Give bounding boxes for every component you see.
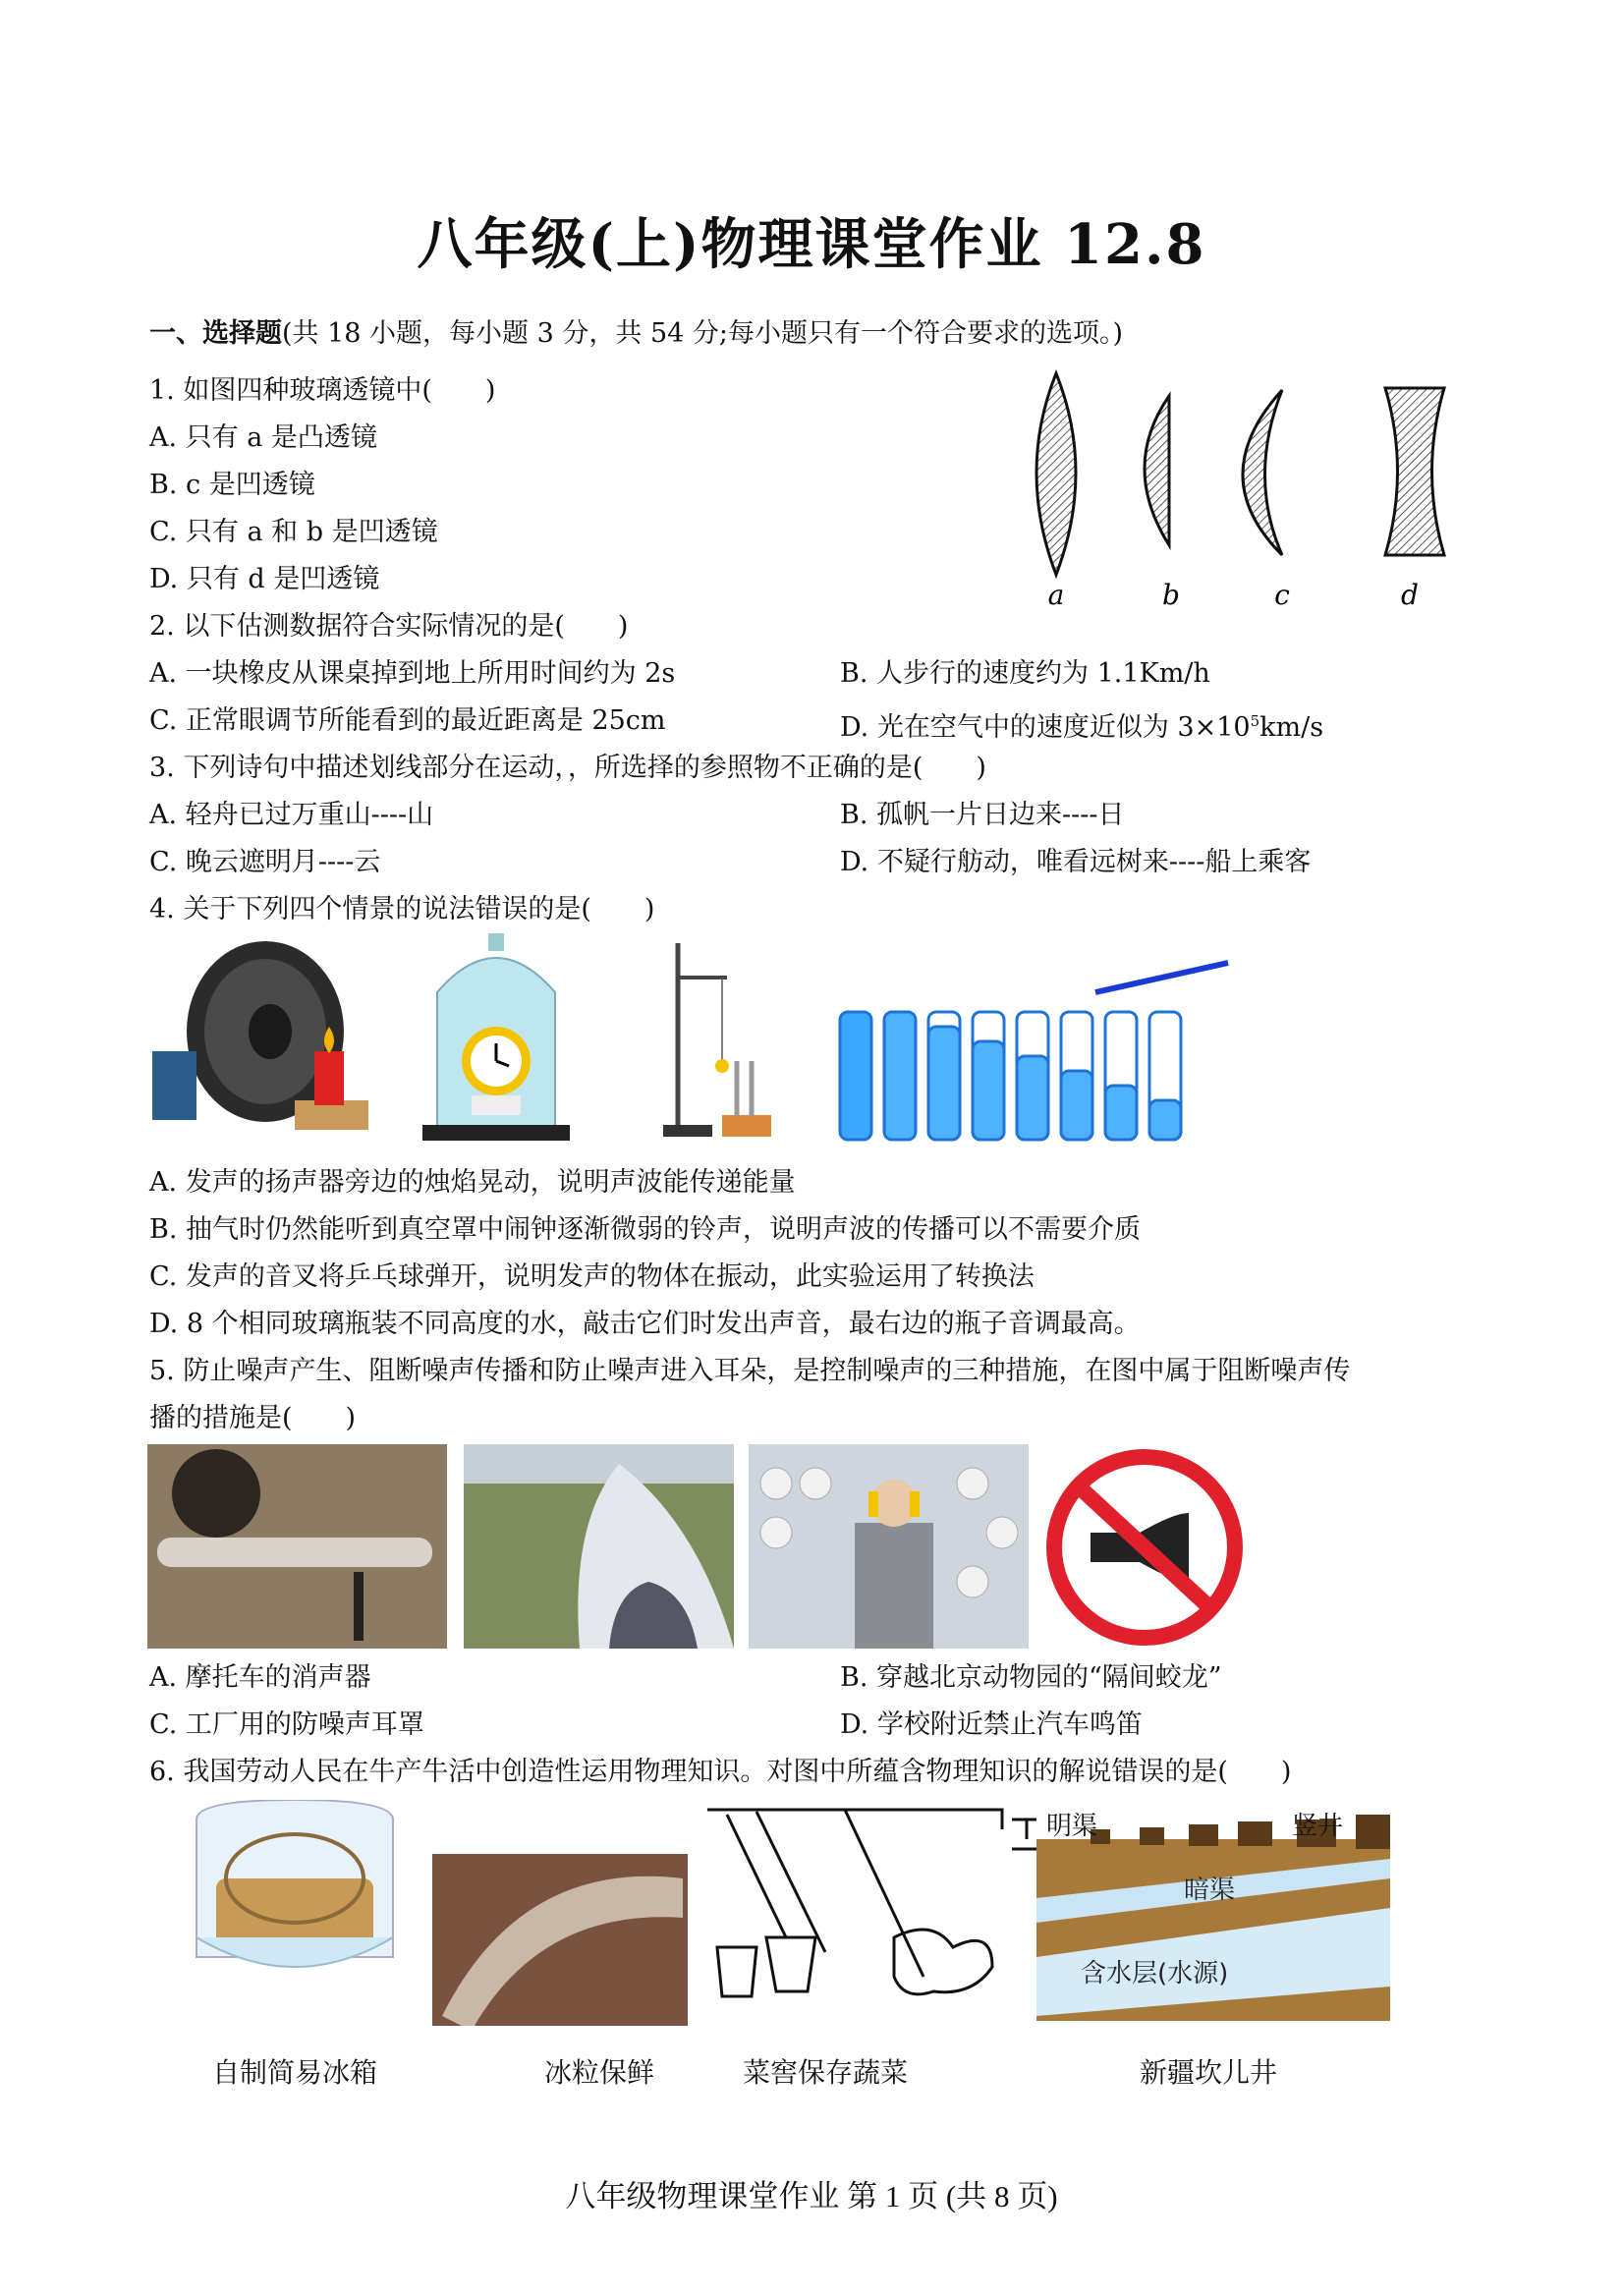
bottles-icon xyxy=(840,963,1228,1140)
alarm-clock-icon xyxy=(462,1027,531,1115)
karez-label-aquifer: 含水层(水源) xyxy=(1081,1959,1229,1988)
caption-cellar: 菜窖保存蔬菜 xyxy=(742,2056,908,2089)
cellar-icon xyxy=(707,1810,1041,1996)
lens-b-icon xyxy=(1145,396,1169,545)
q2-option-c: C. 正常眼调节所能看到的最近距离是 25cm xyxy=(149,705,666,736)
q4-option-b: B. 抽气时仍然能听到真空罩中闹钟逐渐微弱的铃声，说明声波的传播可以不需要介质 xyxy=(149,1214,1142,1245)
q5-option-c: C. 工厂用的防噪声耳罩 xyxy=(149,1709,424,1740)
tunnel-noise-barrier-icon xyxy=(464,1444,734,1649)
ice-box-icon xyxy=(196,1800,393,1967)
q5-option-a: A. 摩托车的消声器 xyxy=(149,1662,371,1693)
page-footer: 八年级物理课堂作业 第 1 页 (共 8 页) xyxy=(565,2179,1058,2213)
q6-stem: 6. 我国劳动人民在牛产牛活中创造性运用物理知识。对图中所蕴含物理知识的解说错误的是( ) xyxy=(149,1757,1292,1787)
q2-option-b: B. 人步行的速度约为 1.1Km/h xyxy=(840,658,1210,689)
no-honking-sign-icon xyxy=(1054,1457,1235,1638)
page-title: 八年级(上)物理课堂作业 12.8 xyxy=(417,212,1206,277)
tuning-fork-stand-icon xyxy=(663,943,771,1137)
lens-label-b: b xyxy=(1162,579,1180,611)
karez-label-shaft: 竖井 xyxy=(1292,1812,1344,1841)
lens-a-icon xyxy=(1036,373,1076,575)
q3-stem: 3. 下列诗句中描述划线部分在运动，，所选择的参照物不正确的是( ) xyxy=(149,753,986,783)
q3-option-b: B. 孤帆一片日边来----日 xyxy=(840,800,1125,830)
motorcycle-muffler-icon xyxy=(147,1444,447,1649)
q1-option-c: C. 只有 a 和 b 是凹透镜 xyxy=(149,517,438,547)
section-note: (共 18 小题，每小题 3 分，共 54 分;每小题只有一个符合要求的选项。) xyxy=(282,318,1124,349)
lens-label-c: c xyxy=(1274,579,1290,611)
lens-label-a: a xyxy=(1047,579,1065,611)
karez-label-underground-channel: 暗渠 xyxy=(1184,1876,1236,1905)
q1-stem: 1. 如图四种玻璃透镜中( ) xyxy=(149,375,496,406)
q3-option-a: A. 轻舟已过万重山----山 xyxy=(149,800,434,830)
q1-option-d: D. 只有 d 是凹透镜 xyxy=(149,564,380,594)
q4-option-d: D. 8 个相同玻璃瓶装不同高度的水，敲击它们时发出声音，最右边的瓶子音调最高。 xyxy=(149,1309,1141,1339)
q2-stem: 2. 以下估测数据符合实际情况的是( ) xyxy=(149,611,629,642)
caption-ice-box: 自制简易冰箱 xyxy=(211,2056,377,2089)
q4-stem: 4. 关于下列四个情景的说法错误的是( ) xyxy=(149,894,655,924)
q5-option-d: D. 学校附近禁止汽车鸣笛 xyxy=(840,1709,1143,1740)
ice-fish-icon xyxy=(432,1854,688,2026)
q4-option-c: C. 发声的音叉将乒乓球弹开，说明发声的物体在振动，此实验运用了转换法 xyxy=(149,1261,1035,1292)
q5-stem-line1: 5. 防止噪声产生、阻断噪声传播和防止噪声进入耳朵，是控制噪声的三种措施，在图中属于阻断噪声传 xyxy=(149,1356,1351,1386)
caption-karez: 新疆坎儿井 xyxy=(1139,2056,1277,2089)
factory-earmuff-icon xyxy=(749,1444,1029,1649)
q1-option-b: B. c 是凹透镜 xyxy=(149,470,315,500)
section-heading xyxy=(149,310,1123,358)
lens-d-icon xyxy=(1385,388,1444,555)
section-label: 一、选择题 xyxy=(149,318,282,349)
q5-figures xyxy=(147,1444,1267,1651)
q2-option-a: A. 一块橡皮从课桌掉到地上所用时间约为 2s xyxy=(149,658,676,689)
q3-option-c: C. 晚云遮明月----云 xyxy=(149,847,381,877)
caption-ice-preserve: 冰粒保鲜 xyxy=(543,2056,654,2089)
q1-option-a: A. 只有 a 是凸透镜 xyxy=(149,422,377,453)
q6-figures xyxy=(147,1800,1405,2026)
lens-figure xyxy=(1022,368,1454,614)
q5-option-b: B. 穿越北京动物园的“隔间蛟龙” xyxy=(840,1662,1222,1693)
q2-option-d: D. 光在空气中的速度近似为 $3\times 10^5km/s$ xyxy=(840,712,1324,743)
lens-label-d: d xyxy=(1401,579,1419,611)
q5-stem-line2: 播的措施是( ) xyxy=(149,1403,357,1433)
karez-label-open-channel: 明渠 xyxy=(1046,1812,1098,1841)
q4-figures xyxy=(147,933,1238,1149)
q4-option-a: A. 发声的扬声器旁边的烛焰晃动，说明声波能传递能量 xyxy=(149,1167,796,1198)
karez-icon xyxy=(1036,1810,1390,2021)
q3-option-d: D. 不疑行舫动，唯看远树来----船上乘客 xyxy=(840,847,1312,877)
lens-c-icon xyxy=(1243,390,1282,555)
